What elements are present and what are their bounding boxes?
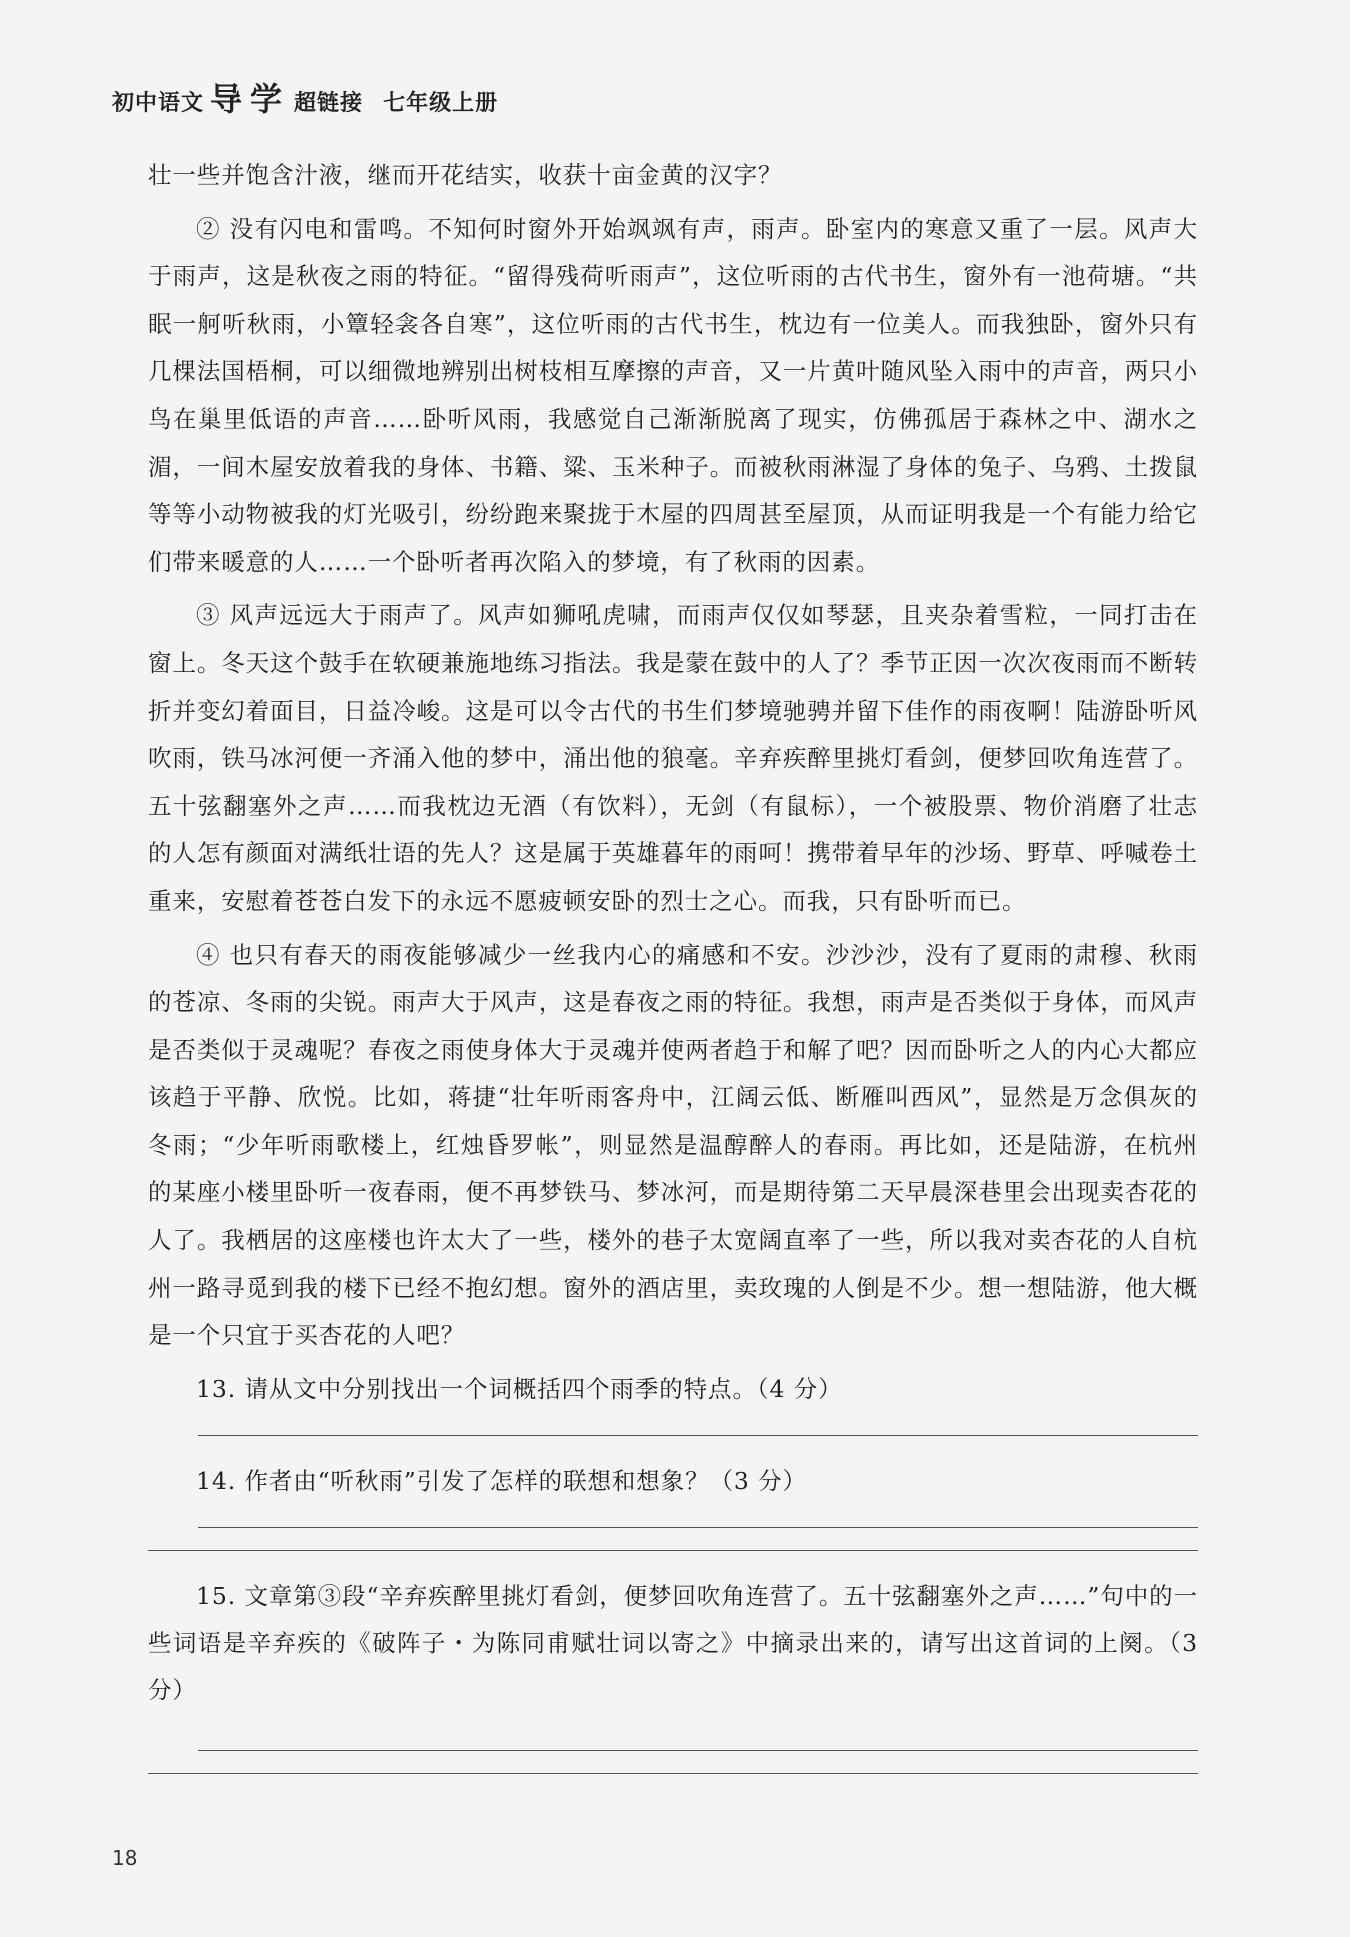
page-number: 18: [112, 1846, 138, 1870]
header-logo-xue: 学: [250, 80, 283, 118]
question-15: 15. 文章第③段“辛弃疾醉里挑灯看剑，便梦回吹角连营了。五十弦翻塞外之声……”句中的一些词语是辛弃疾的《破阵子・为陈同甫赋壮词以寄之》中摘录出来的，请写出这首词的上阕。（3 分）: [148, 1581, 1198, 1704]
header-logo-dao: 导: [210, 80, 243, 118]
header-subject: 初中语文: [112, 91, 205, 116]
paragraph-2: ② 没有闪电和雷鸣。不知何时窗外开始飒飒有声，雨声。卧室内的寒意又重了一层。风声大于雨声，这是秋夜之雨的特征。“留得残荷听雨声”，这位听雨的古代书生，窗外有一池荷塘。“共眠一舸听秋雨，小簟轻衾各自寒”，这位听雨的古代书生，枕边有一位美人。而我独卧，窗外只有几棵法国梧桐，可以细微地辨别出树枝相互摩擦的声音，又一片黄叶随风坠入雨中的声音，两只小鸟在巢里低语的声音……卧听风雨，我感觉自己渐渐脱离了现实，仿佛孤居于森林之中、湖水之湄，一间木屋安放着我的身体、书籍、粱、玉米种子。而被秋雨淋湿了身体的兔子、乌鸦、土拨鼠等等小动物被我的灯光吸引，纷纷跑来聚拢于木屋的四周甚至屋顶，从而证明我是一个有能力给它们带来暖意的人……一个卧听者再次陷入的梦境，有了秋雨的因素。: [148, 214, 1198, 576]
answer-line[interactable]: [148, 1550, 1198, 1551]
paragraph-3: ③ 风声远远大于雨声了。风声如狮吼虎啸，而雨声仅仅如琴瑟，且夹杂着雪粒，一同打击在窗上。冬天这个鼓手在软硬兼施地练习指法。我是蒙在鼓中的人了？季节正因一次次夜雨而不断转折并变幻着面目，日益冷峻。这是可以令古代的书生们梦境驰骋并留下佳作的雨夜啊！陆游卧听风吹雨，铁马冰河便一齐涌入他的梦中，涌出他的狼毫。辛弃疾醉里挑灯看剑，便梦回吹角连营了。五十弦翻塞外之声……而我枕边无酒（有饮料），无剑（有鼠标），一个被股票、物价消磨了壮志的人怎有颜面对满纸壮语的先人？这是属于英雄暮年的雨呵！携带着早年的沙场、野草、呼喊卷土重来，安慰着苍苍白发下的永远不愿疲顿安卧的烈士之心。而我，只有卧听而已。: [148, 601, 1198, 915]
page-header: [112, 74, 498, 120]
answer-line[interactable]: [148, 1773, 1198, 1774]
header-series: 超链接: [294, 91, 364, 116]
answer-line[interactable]: [198, 1435, 1198, 1436]
paragraph-continuation: 壮一些并饱含汁液，继而开花结实，收获十亩金黄的汉字？: [148, 161, 783, 189]
paragraph-4: ④ 也只有春天的雨夜能够减少一丝我内心的痛感和不安。沙沙沙，没有了夏雨的肃穆、秋雨的苍凉、冬雨的尖锐。雨声大于风声，这是春夜之雨的特征。我想，雨声是否类似于身体，而风声是否类似于灵魂呢？春夜之雨使身体大于灵魂并使两者趋于和解了吧？因而卧听之人的内心大都应该趋于平静、欣悦。比如，蒋捷“壮年听雨客舟中，江阔云低、断雁叫西风”，显然是万念俱灰的冬雨；“少年听雨歌楼上，红烛昏罗帐”，则显然是温醇醉人的春雨。再比如，还是陆游，在杭州的某座小楼里卧听一夜春雨，便不再梦铁马、梦冰河，而是期待第二天早晨深巷里会出现卖杏花的人了。我栖居的这座楼也许太大了一些，楼外的巷子太宽阔直率了一些，所以我对卖杏花的人自杭州一路寻觅到我的楼下已经不抱幻想。窗外的酒店里，卖玫瑰的人倒是不少。想一想陆游，他大概是一个只宜于买杏花的人吧？: [148, 940, 1198, 1350]
answer-line[interactable]: [198, 1750, 1198, 1751]
question-14: 14. 作者由“听秋雨”引发了怎样的联想和想象？（3 分）: [196, 1466, 807, 1495]
header-grade: 七年级上册: [383, 91, 499, 116]
page-content: [148, 152, 1198, 1796]
question-13: 13. 请从文中分别找出一个词概括四个雨季的特点。（4 分）: [196, 1374, 843, 1403]
answer-line[interactable]: [198, 1527, 1198, 1528]
